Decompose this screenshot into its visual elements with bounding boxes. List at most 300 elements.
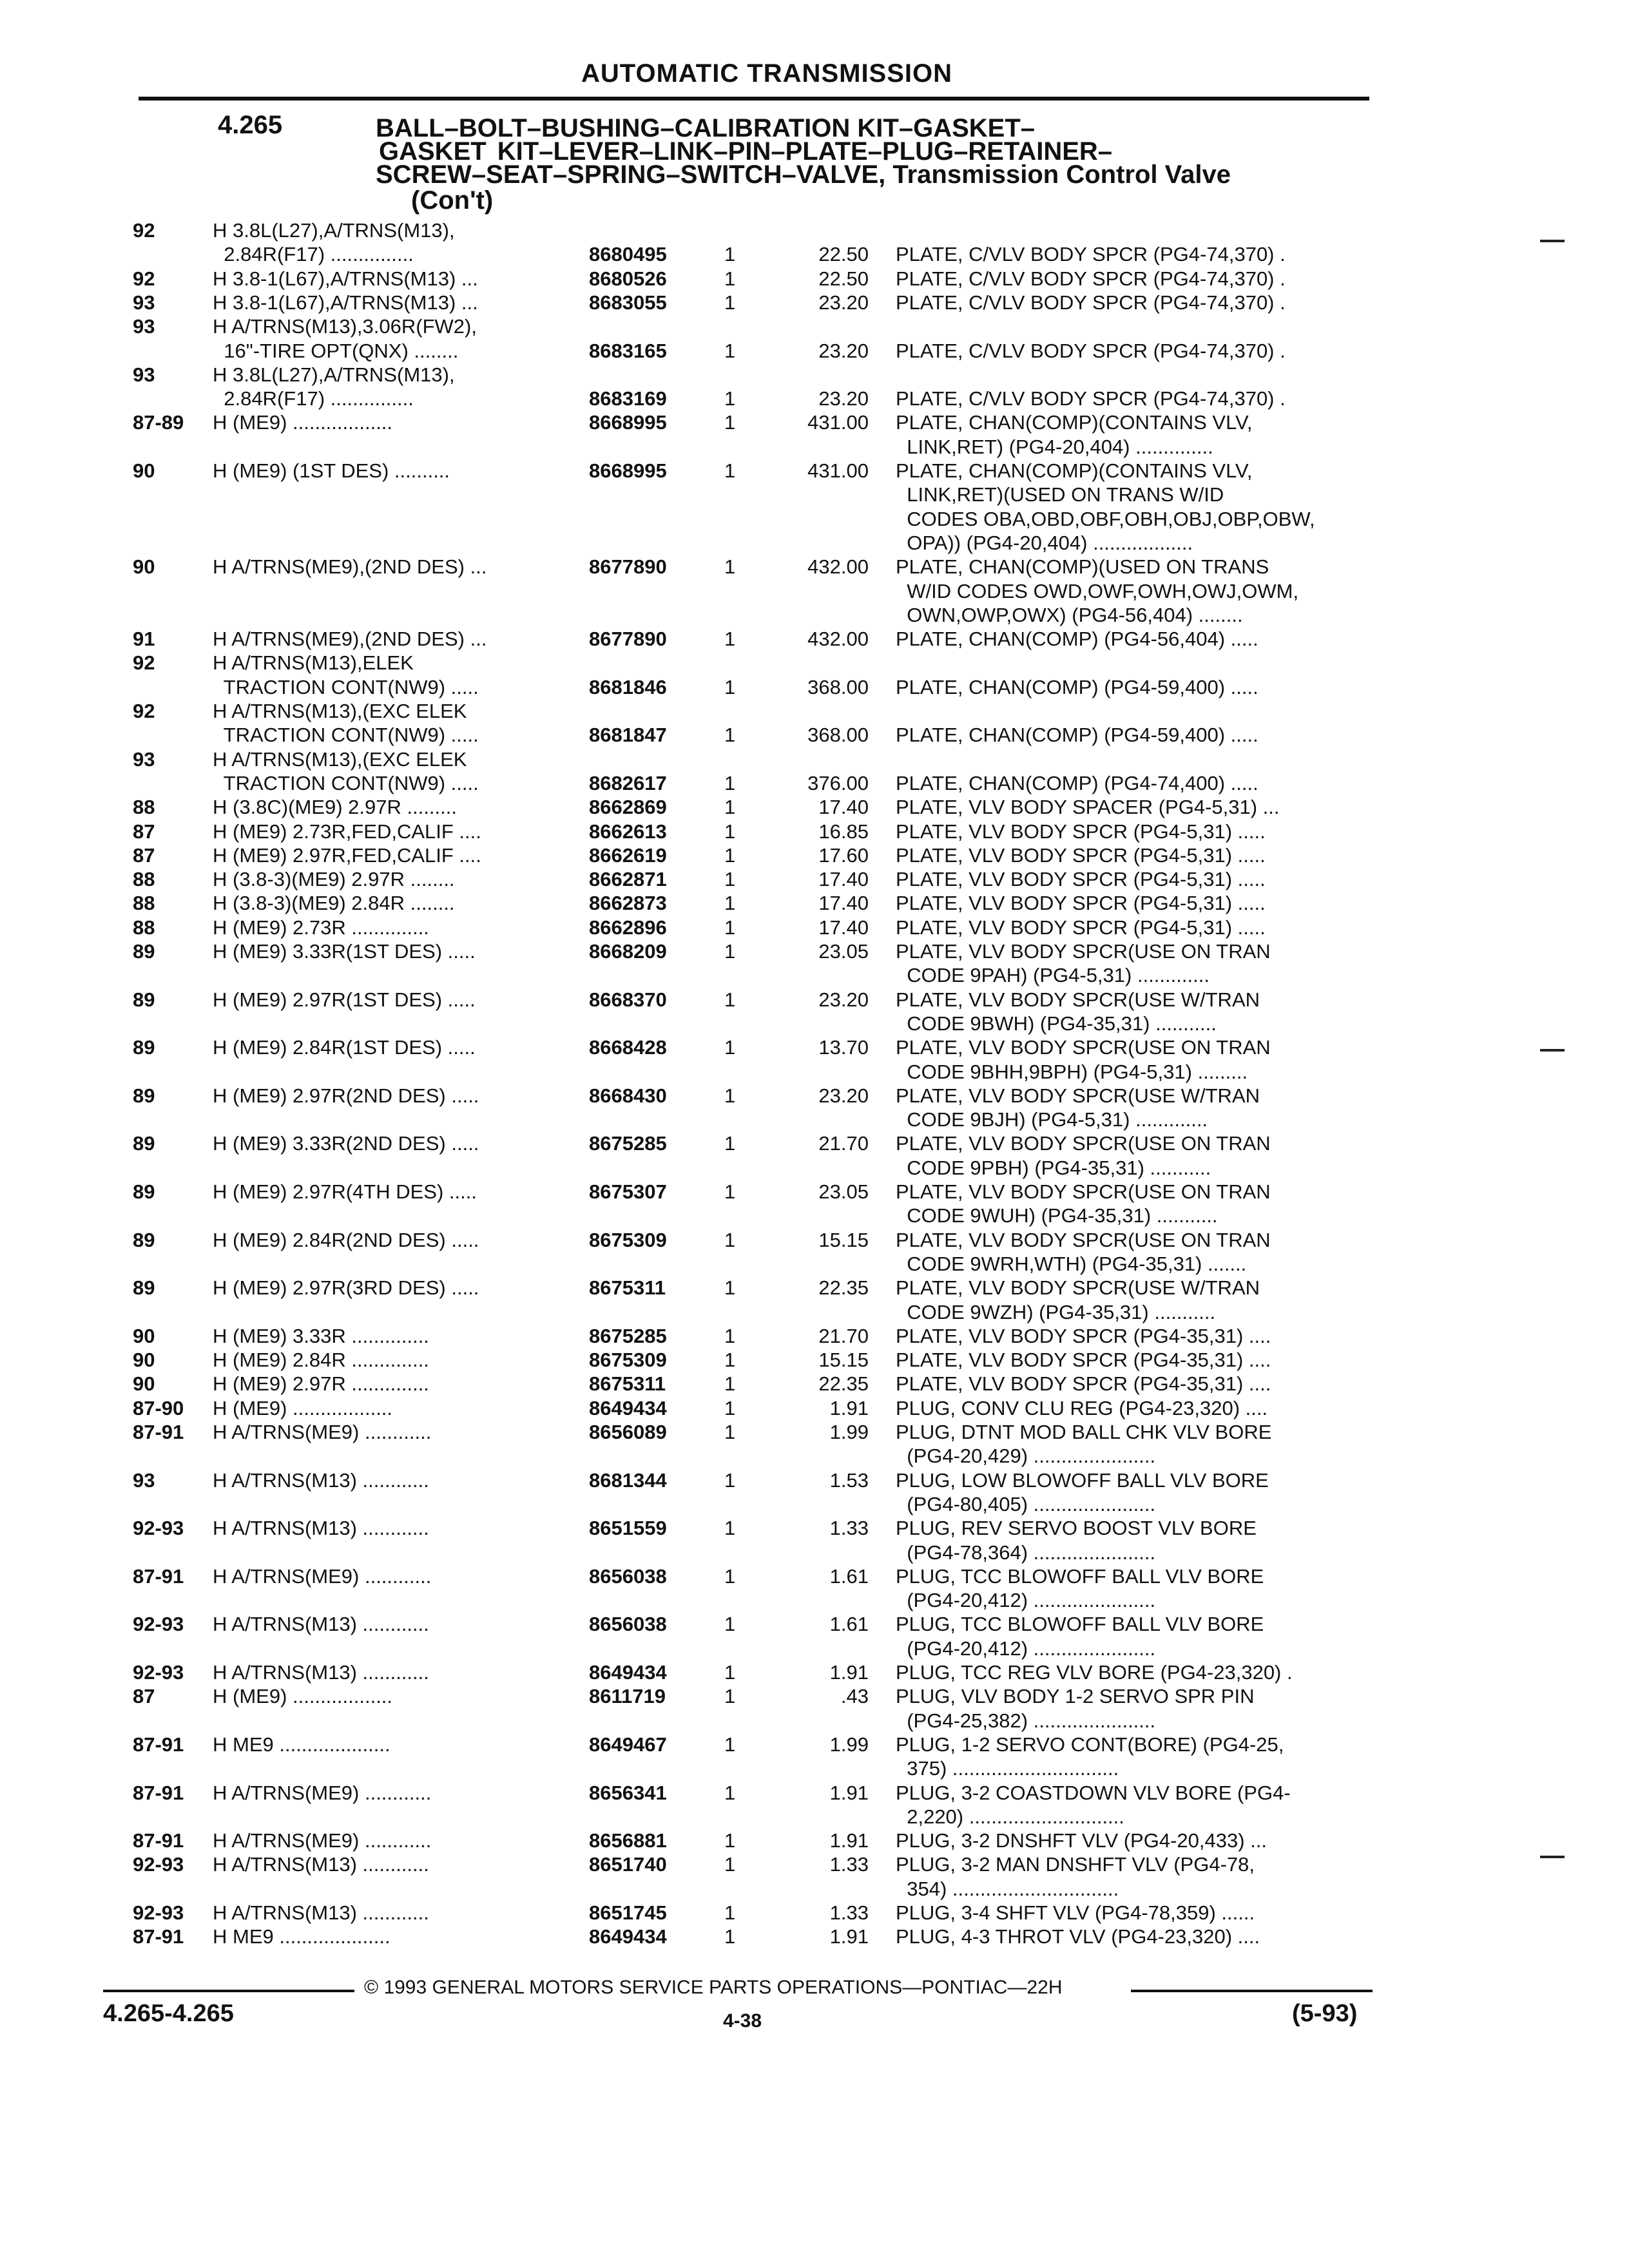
application-cell: H (ME9) 3.33R(2ND DES) ..... <box>213 1132 479 1155</box>
application-cell: H A/TRNS(ME9) ............ <box>213 1829 432 1852</box>
table-row <box>0 1589 1629 1613</box>
copyright-notice: © 1993 GENERAL MOTORS SERVICE PARTS OPERATIONS—PONTIAC—22H <box>364 1977 1063 1998</box>
table-row <box>0 1301 1629 1325</box>
table-row <box>0 1853 1629 1877</box>
description-cell: PLUG, 3-2 COASTDOWN VLV BORE (PG4- <box>896 1781 1291 1804</box>
description-cell: 375) .............................. <box>896 1757 1119 1780</box>
description-cell: (PG4-80,405) ...................... <box>896 1492 1156 1515</box>
description-cell: PLATE, VLV BODY SPCR (PG4-5,31) ..... <box>896 868 1266 891</box>
application-cell: H (ME9) 2.97R,FED,CALIF .... <box>213 843 481 867</box>
part-number-cell: 8668209 <box>589 940 667 963</box>
price-cell: 15.15 <box>818 1349 869 1372</box>
quantity-cell: 1 <box>724 1084 736 1107</box>
description-cell: PLATE, CHAN(COMP) (PG4-74,400) ..... <box>896 771 1258 794</box>
quantity-cell: 1 <box>724 1324 736 1347</box>
section-number: 4.265 <box>218 111 283 139</box>
table-row <box>0 604 1629 628</box>
quantity-cell: 1 <box>724 940 736 963</box>
part-number-cell: 8656881 <box>589 1829 667 1852</box>
part-number-cell: 8662871 <box>589 868 667 891</box>
application-cell: H (ME9) .................. <box>213 1685 393 1708</box>
quantity-cell: 1 <box>724 916 736 939</box>
quantity-cell: 1 <box>724 291 736 314</box>
table-row <box>0 796 1629 820</box>
application-cell: TRACTION CONT(NW9) ..... <box>213 675 479 698</box>
table-row <box>0 1253 1629 1276</box>
quantity-cell: 1 <box>724 1396 736 1419</box>
price-cell: 368.00 <box>807 724 869 747</box>
year-cell: 87-91 <box>133 1925 184 1948</box>
price-cell: 23.20 <box>818 387 869 410</box>
part-number-cell: 8651559 <box>589 1517 667 1540</box>
footer-rule-left <box>103 1990 354 1992</box>
quantity-cell: 1 <box>724 1036 736 1059</box>
part-number-cell: 8683165 <box>589 339 667 362</box>
section-title-line-3: SCREW–SEAT–SPRING–SWITCH–VALVE, Transmission Control Valve <box>376 160 1231 189</box>
price-cell: 23.05 <box>818 940 869 963</box>
quantity-cell: 1 <box>724 771 736 794</box>
description-cell: W/ID CODES OWD,OWF,OWH,OWJ,OWM, <box>896 579 1299 602</box>
price-cell: 17.40 <box>818 796 869 819</box>
application-cell: H (ME9) .................. <box>213 411 393 434</box>
application-cell: H (ME9) 2.97R(2ND DES) ..... <box>213 1084 479 1107</box>
year-cell: 88 <box>133 796 155 819</box>
description-cell: (PG4-20,412) ...................... <box>896 1589 1156 1612</box>
part-number-cell: 8656038 <box>589 1564 667 1588</box>
price-cell: 13.70 <box>818 1036 869 1059</box>
year-cell: 89 <box>133 988 155 1011</box>
year-cell: 93 <box>133 747 155 771</box>
table-row <box>0 363 1629 387</box>
description-cell: PLATE, VLV BODY SPCR(USE ON TRAN <box>896 940 1271 963</box>
application-cell: H A/TRNS(M13) ............ <box>213 1853 429 1876</box>
price-cell: 368.00 <box>807 675 869 698</box>
description-cell: PLATE, VLV BODY SPCR (PG4-5,31) ..... <box>896 820 1266 843</box>
quantity-cell: 1 <box>724 796 736 819</box>
description-cell: PLATE, VLV BODY SPACER (PG4-5,31) ... <box>896 796 1280 819</box>
part-number-cell: 8675285 <box>589 1132 667 1155</box>
year-cell: 92 <box>133 219 155 242</box>
year-cell: 87-91 <box>133 1421 184 1443</box>
table-row <box>0 1925 1629 1949</box>
date-code: (5-93) <box>1292 2000 1358 2027</box>
description-cell: PLUG, TCC BLOWOFF BALL VLV BORE <box>896 1613 1264 1636</box>
margin-mark <box>1540 240 1565 242</box>
price-cell: 21.70 <box>818 1324 869 1347</box>
quantity-cell: 1 <box>724 1829 736 1852</box>
quantity-cell: 1 <box>724 868 736 891</box>
application-cell: H A/TRNS(M13) ............ <box>213 1468 429 1492</box>
part-number-cell: 8668430 <box>589 1084 667 1107</box>
year-cell: 89 <box>133 1036 155 1059</box>
application-cell: H A/TRNS(M13),ELEK <box>213 651 414 675</box>
section-title-line-2: GASKET KIT–LEVER–LINK–PIN–PLATE–PLUG–RETAINER– <box>379 137 1113 166</box>
description-cell: PLUG, TCC REG VLV BORE (PG4-23,320) . <box>896 1661 1293 1684</box>
price-cell: 21.70 <box>818 1132 869 1155</box>
year-cell: 93 <box>133 363 155 386</box>
description-cell: PLATE, C/VLV BODY SPCR (PG4-74,370) . <box>896 243 1286 266</box>
price-cell: 431.00 <box>807 411 869 434</box>
quantity-cell: 1 <box>724 267 736 290</box>
table-row <box>0 243 1629 267</box>
table-row <box>0 1613 1629 1637</box>
table-row <box>0 1782 1629 1805</box>
part-number-cell: 8649434 <box>589 1925 667 1948</box>
application-cell: H A/TRNS(M13) ............ <box>213 1901 429 1924</box>
description-cell: PLUG, 3-4 SHFT VLV (PG4-78,359) ...... <box>896 1901 1255 1924</box>
application-cell: H A/TRNS(M13),(EXC ELEK <box>213 700 467 722</box>
application-cell: H (3.8C)(ME9) 2.97R ......... <box>213 796 457 819</box>
table-row <box>0 1108 1629 1132</box>
year-cell: 93 <box>133 315 155 338</box>
description-cell: PLATE, VLV BODY SPCR(USE ON TRAN <box>896 1132 1271 1155</box>
table-row <box>0 436 1629 459</box>
table-row <box>0 1733 1629 1757</box>
price-cell: 23.20 <box>818 1084 869 1107</box>
year-cell: 87 <box>133 843 155 867</box>
year-cell: 90 <box>133 1372 155 1396</box>
table-row <box>0 916 1629 940</box>
part-number-cell: 8662613 <box>589 820 667 843</box>
description-cell: PLATE, VLV BODY SPCR(USE W/TRAN <box>896 1276 1260 1300</box>
quantity-cell: 1 <box>724 628 736 651</box>
price-cell: 17.40 <box>818 868 869 891</box>
table-row <box>0 459 1629 483</box>
table-row <box>0 1709 1629 1733</box>
price-cell: 432.00 <box>807 628 869 651</box>
price-cell: 1.61 <box>829 1564 869 1588</box>
description-cell: PLATE, VLV BODY SPCR (PG4-35,31) .... <box>896 1324 1271 1347</box>
quantity-cell: 1 <box>724 1180 736 1203</box>
description-cell: PLUG, REV SERVO BOOST VLV BORE <box>896 1517 1257 1540</box>
quantity-cell: 1 <box>724 1781 736 1804</box>
description-cell: CODE 9BJH) (PG4-5,31) ............. <box>896 1108 1208 1131</box>
application-cell: H (3.8-3)(ME9) 2.97R ........ <box>213 868 455 891</box>
section-range: 4.265-4.265 <box>103 2000 234 2027</box>
year-cell: 93 <box>133 291 155 314</box>
table-row <box>0 1061 1629 1084</box>
part-number-cell: 8662619 <box>589 843 667 867</box>
description-cell: PLUG, VLV BODY 1-2 SERVO SPR PIN <box>896 1685 1255 1708</box>
application-cell: 2.84R(F17) ............... <box>213 387 414 410</box>
table-row <box>0 868 1629 892</box>
price-cell: 22.50 <box>818 243 869 266</box>
quantity-cell: 1 <box>724 1372 736 1396</box>
application-cell: 16"-TIRE OPT(QNX) ........ <box>213 339 459 362</box>
table-row <box>0 1180 1629 1204</box>
quantity-cell: 1 <box>724 243 736 266</box>
quantity-cell: 1 <box>724 988 736 1011</box>
part-number-cell: 8675309 <box>589 1349 667 1372</box>
year-cell: 90 <box>133 1324 155 1347</box>
table-row <box>0 1325 1629 1349</box>
price-cell: .43 <box>840 1685 869 1708</box>
application-cell: 2.84R(F17) ............... <box>213 243 414 266</box>
table-row <box>0 1805 1629 1829</box>
section-title-line-1: BALL–BOLT–BUSHING–CALIBRATION KIT–GASKET– <box>376 114 1036 142</box>
year-cell: 89 <box>133 1132 155 1155</box>
quantity-cell: 1 <box>724 1661 736 1684</box>
price-cell: 432.00 <box>807 555 869 579</box>
table-row <box>0 1397 1629 1421</box>
quantity-cell: 1 <box>724 555 736 579</box>
application-cell: H (ME9) 2.84R(1ST DES) ..... <box>213 1036 476 1059</box>
year-cell: 88 <box>133 916 155 939</box>
year-cell: 87-91 <box>133 1829 184 1852</box>
table-row <box>0 1036 1629 1060</box>
application-cell: H (ME9) 2.97R(4TH DES) ..... <box>213 1180 477 1203</box>
application-cell: H A/TRNS(M13),(EXC ELEK <box>213 747 467 771</box>
table-row <box>0 315 1629 339</box>
description-cell: PLATE, VLV BODY SPCR(USE W/TRAN <box>896 1084 1260 1107</box>
price-cell: 376.00 <box>807 771 869 794</box>
table-row <box>0 1541 1629 1565</box>
year-cell: 87-89 <box>133 411 184 434</box>
price-cell: 17.60 <box>818 843 869 867</box>
table-row <box>0 651 1629 675</box>
description-cell: CODES OBA,OBD,OBF,OBH,OBJ,OBP,OBW, <box>896 507 1315 530</box>
description-cell: PLUG, 3-2 DNSHFT VLV (PG4-20,433) ... <box>896 1829 1267 1852</box>
quantity-cell: 1 <box>724 1421 736 1443</box>
year-cell: 92-93 <box>133 1901 184 1924</box>
part-number-cell: 8675309 <box>589 1228 667 1251</box>
application-cell: H (ME9) 2.84R(2ND DES) ..... <box>213 1228 479 1251</box>
table-row <box>0 940 1629 964</box>
table-row <box>0 1276 1629 1300</box>
table-row <box>0 1878 1629 1901</box>
application-cell: H A/TRNS(ME9) ............ <box>213 1421 432 1443</box>
year-cell: 90 <box>133 459 155 482</box>
price-cell: 431.00 <box>807 459 869 482</box>
price-cell: 23.05 <box>818 1180 869 1203</box>
description-cell: PLATE, VLV BODY SPCR(USE ON TRAN <box>896 1180 1271 1203</box>
margin-mark <box>1540 1856 1565 1858</box>
price-cell: 22.35 <box>818 1372 869 1396</box>
year-cell: 87-91 <box>133 1733 184 1756</box>
part-number-cell: 8662873 <box>589 892 667 915</box>
part-number-cell: 8675307 <box>589 1180 667 1203</box>
price-cell: 16.85 <box>818 820 869 843</box>
quantity-cell: 1 <box>724 1349 736 1372</box>
year-cell: 89 <box>133 1276 155 1300</box>
price-cell: 23.20 <box>818 339 869 362</box>
part-number-cell: 8668428 <box>589 1036 667 1059</box>
part-number-cell: 8682617 <box>589 771 667 794</box>
description-cell: PLATE, VLV BODY SPCR (PG4-5,31) ..... <box>896 843 1266 867</box>
part-number-cell: 8649467 <box>589 1733 667 1756</box>
year-cell: 89 <box>133 1084 155 1107</box>
part-number-cell: 8668995 <box>589 459 667 482</box>
table-row <box>0 1157 1629 1180</box>
part-number-cell: 8662896 <box>589 916 667 939</box>
quantity-cell: 1 <box>724 1468 736 1492</box>
price-cell: 17.40 <box>818 892 869 915</box>
part-number-cell: 8656038 <box>589 1613 667 1636</box>
application-cell: H (ME9) .................. <box>213 1396 393 1419</box>
application-cell: H A/TRNS(M13),3.06R(FW2), <box>213 315 477 338</box>
application-cell: H (ME9) 3.33R(1ST DES) ..... <box>213 940 476 963</box>
description-cell: CODE 9WUH) (PG4-35,31) ........... <box>896 1204 1218 1227</box>
application-cell: H A/TRNS(M13) ............ <box>213 1517 429 1540</box>
part-number-cell: 8649434 <box>589 1396 667 1419</box>
quantity-cell: 1 <box>724 459 736 482</box>
part-number-cell: 8683055 <box>589 291 667 314</box>
quantity-cell: 1 <box>724 843 736 867</box>
description-cell: PLATE, VLV BODY SPCR (PG4-5,31) ..... <box>896 916 1266 939</box>
application-cell: H ME9 .................... <box>213 1733 390 1756</box>
description-cell: PLATE, CHAN(COMP)(CONTAINS VLV, <box>896 459 1253 482</box>
description-cell: PLATE, C/VLV BODY SPCR (PG4-74,370) . <box>896 267 1286 290</box>
price-cell: 1.33 <box>829 1901 869 1924</box>
table-row <box>0 724 1629 747</box>
table-row <box>0 1349 1629 1372</box>
part-number-cell: 8651740 <box>589 1853 667 1876</box>
quantity-cell: 1 <box>724 1613 736 1636</box>
description-cell: PLATE, VLV BODY SPCR (PG4-5,31) ..... <box>896 892 1266 915</box>
table-row <box>0 964 1629 988</box>
part-number-cell: 8677890 <box>589 555 667 579</box>
description-cell: PLATE, VLV BODY SPCR(USE W/TRAN <box>896 988 1260 1011</box>
price-cell: 1.33 <box>829 1517 869 1540</box>
table-row <box>0 1757 1629 1781</box>
description-cell: PLUG, TCC BLOWOFF BALL VLV BORE <box>896 1564 1264 1588</box>
description-cell: PLUG, 1-2 SERVO CONT(BORE) (PG4-25, <box>896 1733 1284 1756</box>
part-number-cell: 8675311 <box>589 1276 666 1300</box>
price-cell: 1.91 <box>829 1829 869 1852</box>
year-cell: 89 <box>133 940 155 963</box>
application-cell: H (3.8-3)(ME9) 2.84R ........ <box>213 892 455 915</box>
price-cell: 1.99 <box>829 1421 869 1443</box>
table-row <box>0 1204 1629 1228</box>
year-cell: 92 <box>133 700 155 722</box>
application-cell: TRACTION CONT(NW9) ..... <box>213 724 479 747</box>
description-cell: PLATE, C/VLV BODY SPCR (PG4-74,370) . <box>896 387 1286 410</box>
application-cell: H A/TRNS(M13) ............ <box>213 1613 429 1636</box>
price-cell: 1.91 <box>829 1661 869 1684</box>
table-row <box>0 1685 1629 1709</box>
description-cell: 2,220) ............................ <box>896 1805 1124 1828</box>
description-cell: PLUG, 3-2 MAN DNSHFT VLV (PG4-78, <box>896 1853 1255 1876</box>
quantity-cell: 1 <box>724 1276 736 1300</box>
price-cell: 23.20 <box>818 988 869 1011</box>
year-cell: 89 <box>133 1180 155 1203</box>
part-number-cell: 8668370 <box>589 988 667 1011</box>
part-number-cell: 8677890 <box>589 628 667 651</box>
part-number-cell: 8680495 <box>589 243 667 266</box>
quantity-cell: 1 <box>724 1685 736 1708</box>
description-cell: OWN,OWP,OWX) (PG4-56,404) ........ <box>896 603 1243 626</box>
application-cell: H A/TRNS(M13) ............ <box>213 1661 429 1684</box>
table-row <box>0 219 1629 243</box>
table-row <box>0 1469 1629 1493</box>
price-cell: 1.53 <box>829 1468 869 1492</box>
application-cell: TRACTION CONT(NW9) ..... <box>213 771 479 794</box>
application-cell: H 3.8-1(L67),A/TRNS(M13) ... <box>213 291 478 314</box>
description-cell: PLATE, CHAN(COMP) (PG4-59,400) ..... <box>896 724 1258 747</box>
description-cell: 354) .............................. <box>896 1877 1119 1900</box>
year-cell: 90 <box>133 1349 155 1372</box>
price-cell: 15.15 <box>818 1228 869 1251</box>
year-cell: 92-93 <box>133 1853 184 1876</box>
price-cell: 1.91 <box>829 1781 869 1804</box>
description-cell: PLUG, DTNT MOD BALL CHK VLV BORE <box>896 1421 1272 1443</box>
table-row <box>0 748 1629 772</box>
table-row <box>0 555 1629 579</box>
description-cell: PLATE, CHAN(COMP) (PG4-56,404) ..... <box>896 628 1258 651</box>
price-cell: 1.61 <box>829 1613 869 1636</box>
description-cell: CODE 9WZH) (PG4-35,31) ........... <box>896 1300 1216 1323</box>
table-row <box>0 340 1629 363</box>
quantity-cell: 1 <box>724 1925 736 1948</box>
description-cell: PLATE, CHAN(COMP) (PG4-59,400) ..... <box>896 675 1258 698</box>
table-row <box>0 1132 1629 1156</box>
year-cell: 88 <box>133 868 155 891</box>
quantity-cell: 1 <box>724 1853 736 1876</box>
price-cell: 1.33 <box>829 1853 869 1876</box>
price-cell: 17.40 <box>818 916 869 939</box>
application-cell: H (ME9) 2.84R .............. <box>213 1349 429 1372</box>
description-cell: LINK,RET) (PG4-20,404) .............. <box>896 435 1213 458</box>
description-cell: PLATE, VLV BODY SPCR(USE ON TRAN <box>896 1036 1271 1059</box>
table-row <box>0 1012 1629 1036</box>
application-cell: H (ME9) 3.33R .............. <box>213 1324 429 1347</box>
description-cell: PLATE, CHAN(COMP)(CONTAINS VLV, <box>896 411 1253 434</box>
table-row <box>0 291 1629 315</box>
year-cell: 92 <box>133 267 155 290</box>
price-cell: 1.91 <box>829 1925 869 1948</box>
part-number-cell: 8656089 <box>589 1421 667 1443</box>
description-cell: CODE 9BWH) (PG4-35,31) ........... <box>896 1012 1217 1035</box>
table-row <box>0 1901 1629 1925</box>
description-cell: PLATE, C/VLV BODY SPCR (PG4-74,370) . <box>896 339 1286 362</box>
price-cell: 22.50 <box>818 267 869 290</box>
table-row <box>0 1661 1629 1685</box>
table-row <box>0 267 1629 291</box>
year-cell: 89 <box>133 1228 155 1251</box>
part-number-cell: 8680526 <box>589 267 667 290</box>
part-number-cell: 8662869 <box>589 796 667 819</box>
description-cell: PLUG, 4-3 THROT VLV (PG4-23,320) .... <box>896 1925 1260 1948</box>
description-cell: (PG4-20,412) ...................... <box>896 1637 1156 1660</box>
description-cell: CODE 9WRH,WTH) (PG4-35,31) ....... <box>896 1252 1247 1275</box>
quantity-cell: 1 <box>724 1564 736 1588</box>
description-cell: CODE 9BHH,9BPH) (PG4-5,31) ......... <box>896 1060 1248 1083</box>
description-cell: LINK,RET)(USED ON TRANS W/ID <box>896 483 1224 506</box>
year-cell: 90 <box>133 555 155 579</box>
quantity-cell: 1 <box>724 1517 736 1540</box>
price-cell: 1.99 <box>829 1733 869 1756</box>
application-cell: H A/TRNS(ME9),(2ND DES) ... <box>213 628 487 651</box>
application-cell: H ME9 .................... <box>213 1925 390 1948</box>
description-cell: PLUG, LOW BLOWOFF BALL VLV BORE <box>896 1468 1269 1492</box>
quantity-cell: 1 <box>724 387 736 410</box>
table-row <box>0 1084 1629 1108</box>
table-row <box>0 1517 1629 1541</box>
table-row <box>0 1421 1629 1445</box>
price-cell: 1.91 <box>829 1396 869 1419</box>
table-row <box>0 483 1629 507</box>
page-header-title: AUTOMATIC TRANSMISSION <box>581 59 953 88</box>
part-number-cell: 8681847 <box>589 724 667 747</box>
application-cell: H 3.8-1(L67),A/TRNS(M13) ... <box>213 267 478 290</box>
table-row <box>0 1229 1629 1253</box>
year-cell: 91 <box>133 628 155 651</box>
table-row <box>0 411 1629 435</box>
part-number-cell: 8675311 <box>589 1372 666 1396</box>
part-number-cell: 8675285 <box>589 1324 667 1347</box>
section-continued: (Con't) <box>411 186 494 215</box>
table-row <box>0 387 1629 411</box>
